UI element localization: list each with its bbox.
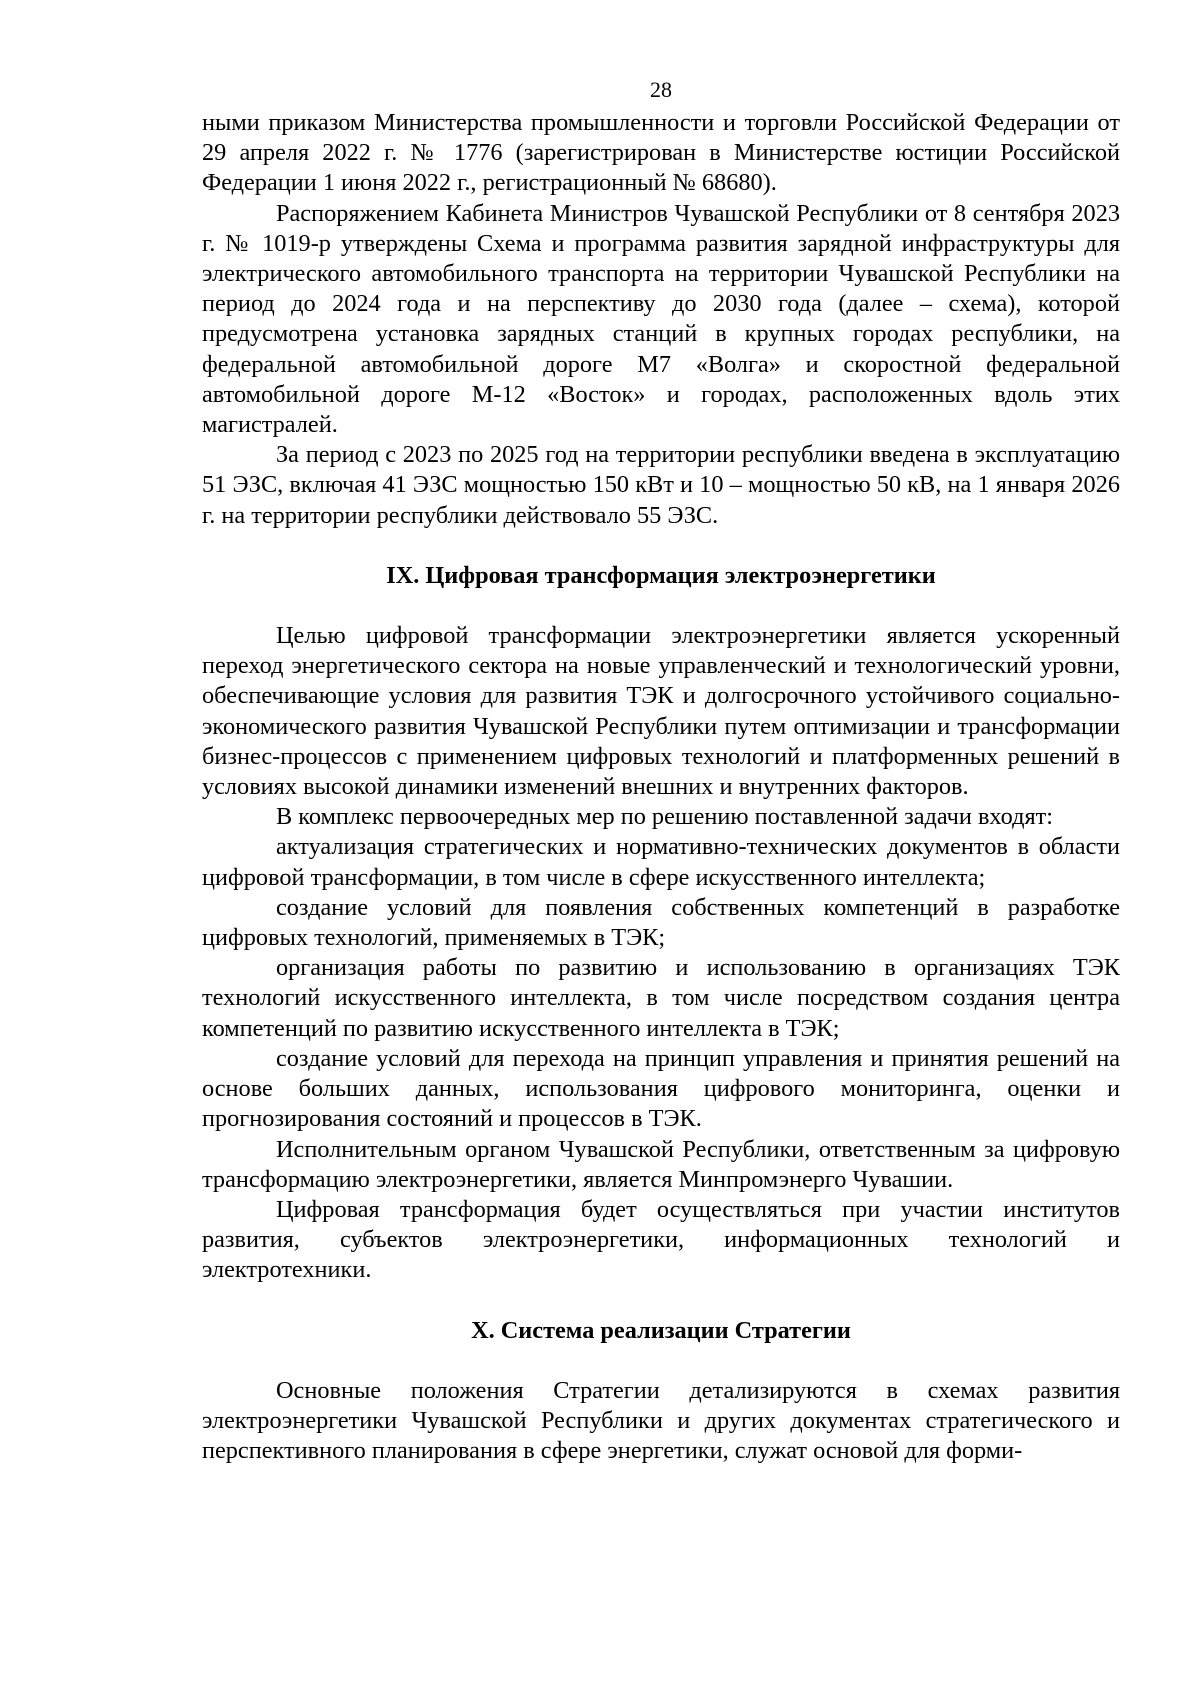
paragraph-responsible-body: Исполнительным органом Чувашской Республики, ответственным за цифровую трансформацию электроэнергетики, является Минпромэнерго Чувашии. (202, 1135, 1120, 1193)
list-item-measure: организация работы по развитию и использованию в организациях ТЭК технологий искусственного интеллекта, в том числе посредством создания центра компетенций по развитию искусственного интеллекта в ТЭК; (202, 954, 1120, 1042)
paragraph-digital-goal: Целью цифровой трансформации электроэнергетики является ускоренный переход энергетического сектора на новые управленческий и технологический уровни, обеспечивающие условия для развития ТЭК и долгосрочного устойчивого социально-экономического развития Чувашской Республики путем оптимизации и трансформации бизнес-процессов с применением цифровых технологий и платформенных решений в условиях высокой динамики изменений внешних и внутренних факторов. (202, 622, 1120, 801)
spacer (202, 531, 1120, 561)
spacer (202, 1346, 1120, 1376)
paragraph-charging-scheme: Распоряжением Кабинета Министров Чувашской Республики от 8 сентября 2023 г. № 1019-р утверждены Схема и программа развития зарядной инфраструктуры для электрического автомобильного транспорта на территории Чувашской Республики на период до 2024 года и на перспективу до 2030 года (далее – схема), которой предусмотрена установка зарядных станций в крупных городах республики, на федеральной автомобильной дороге М7 «Волга» и скоростной федеральной автомобильной дороге М-12 «Восток» и городах, расположенных вдоль этих магистралей. (202, 199, 1120, 439)
section-heading-x: X. Система реализации Стратегии (471, 1316, 851, 1344)
document-page (202, 72, 1120, 1466)
paragraph-charging-stations: За период с 2023 по 2025 год на территории республики введена в эксплуатацию 51 ЭЗС, включая 41 ЭЗС мощностью 150 кВт и 10 – мощностью 50 кВ, на 1 января 2026 г. на территории республики действовало 55 ЭЗС. (202, 441, 1120, 529)
list-item-measure: актуализация стратегических и нормативно-технических документов в области цифровой трансформации, в том числе в сфере искусственного интеллекта; (202, 833, 1120, 891)
paragraph-priority-measures: В комплекс первоочередных мер по решению поставленной задачи входят: (276, 803, 1054, 831)
paragraph-participants: Цифровая трансформация будет осуществляться при участии институтов развития, субъектов электроэнергетики, информационных технологий и электротехники. (202, 1195, 1120, 1284)
list-item-measure: создание условий для перехода на принцип управления и принятия решений на основе больших данных, использования цифрового мониторинга, оценки и прогнозирования состояний и процессов в ТЭК. (202, 1044, 1120, 1133)
section-heading-ix: IX. Цифровая трансформация электроэнергетики (386, 561, 936, 589)
list-item-measure: создание условий для появления собственных компетенций в разработке цифровых технологий, применяемых в ТЭК; (202, 893, 1120, 952)
paragraph-continuation: ными приказом Министерства промышленности и торговли Российской Федерации от 29 апреля 2022 г. № 1776 (зарегистрирован в Министерстве юстиции Российской Федерации 1 июня 2022 г., регистрационный № 68680). (202, 109, 1120, 197)
spacer (202, 591, 1120, 621)
page-number: 28 (650, 77, 672, 102)
spacer (202, 1286, 1120, 1316)
paragraph-strategy-implementation: Основные положения Стратегии детализируются в схемах развития электроэнергетики Чувашской Республики и других документах стратегического и перспективного планирования в сфере энергетики, служат основой для форми- (202, 1376, 1120, 1465)
